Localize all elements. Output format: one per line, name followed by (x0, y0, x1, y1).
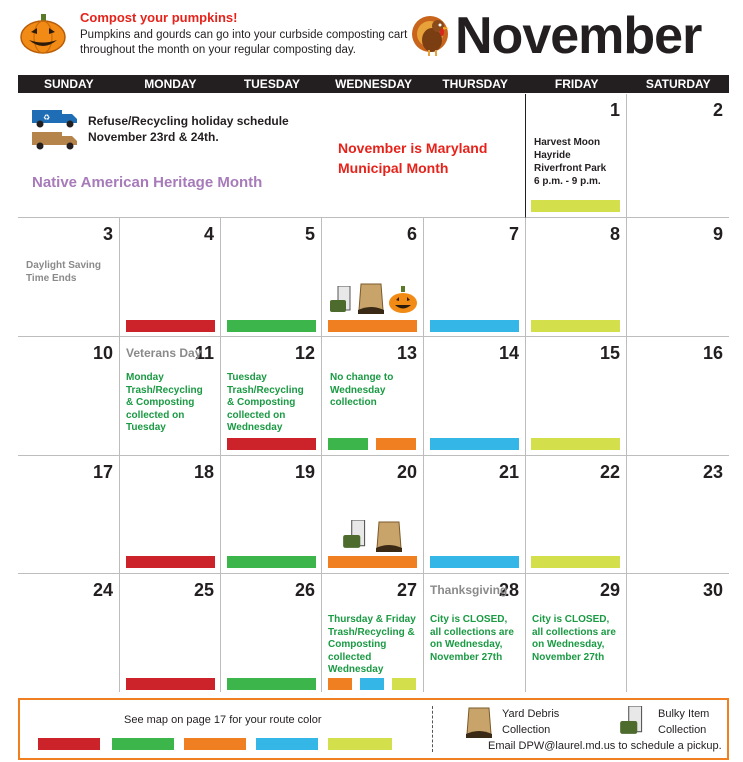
yard-debris-bag-icon (376, 518, 402, 552)
legend-line: Yard Debris (502, 708, 560, 720)
pickup-email-note: Email DPW@laurel.md.us to schedule a pickup. (488, 740, 722, 752)
day-number: 9 (712, 224, 723, 244)
legend-box (18, 698, 729, 760)
yard-debris-bag-icon (358, 280, 384, 314)
event-line: City is CLOSED, (532, 614, 610, 625)
day-cell-9[interactable] (627, 218, 729, 337)
event-line: & Composting (227, 397, 296, 408)
thu-fri-collection-note (328, 614, 423, 677)
day-cell-28[interactable] (424, 574, 526, 692)
day-cell-24[interactable] (18, 574, 120, 692)
day-cell-21[interactable] (424, 456, 526, 574)
legend-bar-blue (256, 738, 318, 750)
event-line: Tuesday (126, 422, 166, 433)
day-cell-3[interactable] (18, 218, 120, 337)
maryland-month-line1: November is Maryland (338, 140, 488, 156)
tuesday-collection-note (227, 372, 304, 435)
event-line: November 27th (430, 651, 503, 663)
legend-line: Collection (502, 724, 551, 736)
compost-title: Compost your pumpkins! (80, 10, 238, 25)
day-cell-8[interactable] (526, 218, 627, 337)
day-number: 29 (599, 580, 620, 600)
day-cell-19[interactable] (221, 456, 322, 574)
day-cell-10[interactable] (18, 337, 120, 456)
route-bar-red (126, 678, 215, 690)
day-cell-13[interactable] (322, 337, 424, 456)
event-line: November 27th (532, 651, 605, 663)
weekday-thursday: THURSDAY (442, 77, 508, 91)
route-bar-blue (430, 556, 519, 568)
recycling-truck-icon (32, 108, 78, 128)
event-line: Wednesday collection (330, 384, 386, 408)
calendar-header (0, 0, 743, 72)
day-number: 4 (203, 224, 214, 244)
refuse-truck-icon (32, 130, 78, 150)
weekday-wednesday: WEDNESDAY (335, 77, 412, 91)
day-cell-26[interactable] (221, 574, 322, 692)
day-number: 16 (702, 343, 723, 363)
event-line: Trash/Recycling (227, 384, 304, 396)
route-bar-green (227, 678, 316, 690)
closed-note-28 (430, 614, 514, 664)
thanksgiving-label: Thanksgiving (430, 583, 508, 597)
route-bar-red (126, 556, 215, 568)
day-number: 6 (406, 224, 417, 244)
event-line: all collections are (430, 626, 514, 638)
day-number: 10 (92, 343, 113, 363)
day-cell-7[interactable] (424, 218, 526, 337)
event-line: Daylight Saving (26, 260, 102, 271)
day-number: 28 (498, 580, 519, 600)
route-bar-red (126, 320, 215, 332)
route-bar-orange (376, 438, 416, 450)
day-cell-17[interactable] (18, 456, 120, 574)
event-line: Harvest Moon (534, 137, 601, 148)
event-line: collected on (126, 409, 185, 421)
day-cell-25[interactable] (120, 574, 221, 692)
day-cell-29[interactable] (526, 574, 627, 692)
day-number: 20 (396, 462, 417, 482)
day-cell-30[interactable] (627, 574, 729, 692)
route-map-note: See map on page 17 for your route color (124, 714, 322, 726)
day-cell-22[interactable] (526, 456, 627, 574)
month-title: November (455, 7, 702, 65)
route-bar-lime (531, 320, 620, 332)
event-line: Riverfront Park (534, 163, 607, 174)
day-number: 13 (396, 343, 417, 363)
dst-note (26, 260, 101, 285)
hayride-event (534, 136, 606, 188)
route-bar-green (227, 320, 316, 332)
day-number: 21 (498, 462, 519, 482)
event-line: Hayride (534, 150, 571, 161)
route-bar-blue (430, 320, 519, 332)
route-bar-lime (531, 438, 620, 450)
maryland-month-line2: Municipal Month (338, 160, 449, 176)
yard-debris-bag-icon (466, 704, 492, 738)
day-number: 30 (702, 580, 723, 600)
event-line: on Wednesday, (532, 639, 605, 650)
day-number: 3 (102, 224, 113, 244)
route-bar-green (227, 556, 316, 568)
day-cell-15[interactable] (526, 337, 627, 456)
event-line: Monday (126, 372, 164, 383)
calendar-grid (18, 94, 729, 692)
day-number: 5 (304, 224, 315, 244)
event-line: on Wednesday, (430, 639, 503, 650)
monday-collection-note (126, 372, 203, 435)
legend-line: Collection (658, 724, 707, 736)
event-line: Time Ends (26, 272, 77, 284)
day-cell-12[interactable] (221, 337, 322, 456)
bulky-item-label (658, 706, 709, 738)
legend-divider (432, 706, 433, 752)
compost-body: Pumpkins and gourds can go into your curbside composting cart throughout the month on your regular composting day. (80, 29, 408, 56)
heritage-month-note: Native American Heritage Month (32, 174, 263, 191)
event-line: all collections are (532, 626, 616, 638)
event-line: Wednesday (227, 422, 283, 433)
day-cell-4[interactable] (120, 218, 221, 337)
day-cell-20[interactable] (322, 456, 424, 574)
yard-debris-label (502, 706, 559, 738)
event-line: Trash/Recycling (126, 384, 203, 396)
refuse-note-line1: Refuse/Recycling holiday schedule (88, 114, 289, 128)
route-bar-lime (392, 678, 416, 690)
route-bar-blue (430, 438, 519, 450)
event-line: No change to (330, 372, 394, 383)
day-number: 14 (498, 343, 519, 363)
pumpkin-icon (20, 12, 66, 54)
svg-text:♻: ♻ (43, 113, 51, 122)
day-number: 26 (294, 580, 315, 600)
weekday-sunday: SUNDAY (44, 77, 94, 91)
route-bar-red (227, 438, 316, 450)
day-number: 27 (396, 580, 417, 600)
day-number: 8 (609, 224, 620, 244)
bulky-item-icon (620, 706, 646, 736)
event-line: & Composting (126, 397, 195, 408)
legend-bar-orange (184, 738, 246, 750)
event-line: collected on (227, 409, 286, 421)
wednesday-collection-note (330, 372, 423, 410)
day-cell-5[interactable] (221, 218, 322, 337)
closed-note-29 (532, 614, 616, 664)
route-bar-orange (328, 320, 417, 332)
route-bar-orange (328, 678, 352, 690)
day-number: 25 (193, 580, 214, 600)
day-cell-1[interactable] (526, 94, 627, 218)
day-cell-18[interactable] (120, 456, 221, 574)
day-number: 7 (508, 224, 519, 244)
day-number: 18 (193, 462, 214, 482)
route-bar-lime (531, 200, 620, 212)
day-cell-14[interactable] (424, 337, 526, 456)
route-bar-lime (531, 556, 620, 568)
event-line: collected Wednesday (328, 651, 384, 675)
day-cell-23[interactable] (627, 456, 729, 574)
bulky-item-icon (330, 286, 354, 314)
day-number: 24 (92, 580, 113, 600)
turkey-icon (408, 12, 454, 58)
veterans-day-label: Veterans Day (126, 346, 202, 360)
day-number: 11 (194, 343, 214, 363)
day-number: 1 (609, 100, 620, 120)
day-number: 12 (294, 343, 315, 363)
event-line: Trash/Recycling & (328, 626, 415, 638)
legend-line: Bulky Item (658, 708, 710, 720)
day-number: 22 (599, 462, 620, 482)
route-bar-green (328, 438, 368, 450)
event-line: Tuesday (227, 372, 267, 383)
route-bar-blue (360, 678, 384, 690)
notes-area (18, 94, 526, 218)
legend-bar-green (112, 738, 174, 750)
event-line: 6 p.m. - 9 p.m. (534, 176, 601, 187)
day-cell-16[interactable] (627, 337, 729, 456)
weekday-tuesday: TUESDAY (243, 77, 301, 91)
route-bar-orange (328, 556, 417, 568)
refuse-note-line2: November 23rd & 24th. (88, 130, 219, 144)
weekday-monday: MONDAY (144, 77, 197, 91)
day-cell-27[interactable] (322, 574, 424, 692)
day-number: 15 (599, 343, 620, 363)
day-number: 19 (294, 462, 315, 482)
day-cell-6[interactable] (322, 218, 424, 337)
weekday-saturday: SATURDAY (645, 77, 711, 91)
weekday-header (18, 75, 729, 93)
day-number: 17 (92, 462, 113, 482)
event-line: Thursday & Friday (328, 614, 416, 625)
day-cell-11[interactable] (120, 337, 221, 456)
weekday-friday: FRIDAY (554, 77, 599, 91)
day-number: 23 (702, 462, 723, 482)
legend-bar-red (38, 738, 100, 750)
legend-bar-lime (328, 738, 392, 750)
day-number: 2 (712, 100, 723, 120)
event-line: City is CLOSED, (430, 614, 508, 625)
day-cell-2[interactable] (627, 94, 729, 218)
pumpkin-icon (388, 286, 418, 314)
bulky-item-icon (342, 520, 370, 550)
event-line: Composting (328, 639, 387, 650)
